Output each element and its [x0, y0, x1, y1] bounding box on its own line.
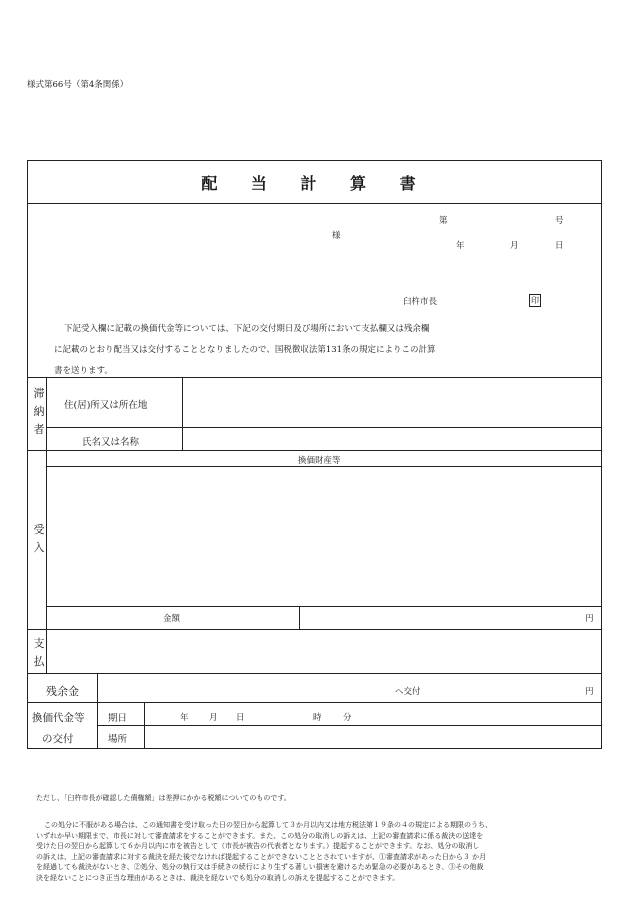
form-title: 配 当 計 算 書 — [201, 174, 430, 193]
issue-number-dai: 第 — [439, 216, 448, 226]
addressee-sama: 様 — [332, 231, 341, 241]
delivery-minute: 分 — [343, 713, 352, 723]
name-label: 氏名又は名称 — [82, 437, 140, 448]
delivery-year: 年 — [180, 713, 189, 723]
issue-year: 年 — [456, 241, 465, 251]
delivery-label-line1: 換価代金等 — [32, 712, 85, 724]
issuer-name: 臼杵市長 — [403, 297, 438, 307]
payment-label: 支 払 — [33, 637, 45, 668]
body-line-2: に記載のとおり配当又は交付することとなりましたので、国税徴収法第131条の規定によりこの計算 — [54, 345, 436, 355]
form-number: 様式第66号（第4条関係） — [27, 80, 129, 90]
issue-number-go: 号 — [555, 216, 564, 226]
delivery-day: 日 — [236, 713, 245, 723]
amount-yen: 円 — [585, 614, 594, 624]
delinquent-label: 滞 納 者 — [33, 387, 45, 436]
delivery-hour: 時 — [313, 713, 322, 723]
surplus-to-delivery: へ交付 — [395, 687, 421, 697]
issue-day: 日 — [555, 241, 564, 251]
note-proviso: ただし、「臼杵市長が確認した債権額」は差押にかかる税額についてのものです。 — [36, 794, 291, 802]
section-divider-delinquent — [28, 377, 601, 378]
title-divider — [28, 203, 601, 204]
notice-body — [54, 319, 524, 382]
calculation-form — [27, 160, 602, 749]
body-line-1: 下記受入欄に記載の換価代金等については、下記の交付期日及び場所において支払欄又は残余欄 — [64, 324, 430, 334]
delivery-label-line2: の交付 — [42, 733, 74, 745]
delivery-month: 月 — [209, 713, 218, 723]
place-label: 場所 — [108, 734, 128, 745]
surplus-yen: 円 — [585, 687, 594, 697]
seal-mark: 印 — [531, 296, 539, 305]
note-appeal: この処分に不服がある場合は、この通知書を受け取った日の翌日から起算して３か月以内又は地方税法第１９条の４の規定による期限のうち、 いずれか早い期限まで、市長に対して審査請求をすることができます。また、この処分の取消しの訴えは、上記の審査請求に係る裁決の送達を 受けた日の翌日から起算して６か月以内に市を被告として（市長が被告の代表者となります。）提起することができます。なお、処分の取消し の訴えは、上記の審査請求に対する裁決を経た後でなければ提起することができないこととされていますが、①審査請求があった日から３ か月 を経過しても裁決がないとき、②処分、処分の執行又は手続きの続行により生ずる著しい損害を避けるため緊急の必要があるとき、③その他裁 決を経ないことにつき正当な理由があるときは、裁決を経ないでも処分の取消しの訴えを提起することができます。 — [36, 821, 492, 882]
body-line-3: 書を送ります。 — [54, 366, 113, 376]
issue-month: 月 — [510, 241, 519, 251]
property-header: 換価財産等 — [298, 456, 341, 466]
amount-label: 金額 — [163, 614, 181, 624]
receipt-label: 受 入 — [33, 523, 45, 554]
surplus-label: 残余金 — [46, 685, 79, 698]
date-label: 期日 — [108, 713, 128, 724]
address-label: 住(居)所又は所在地 — [64, 400, 148, 411]
